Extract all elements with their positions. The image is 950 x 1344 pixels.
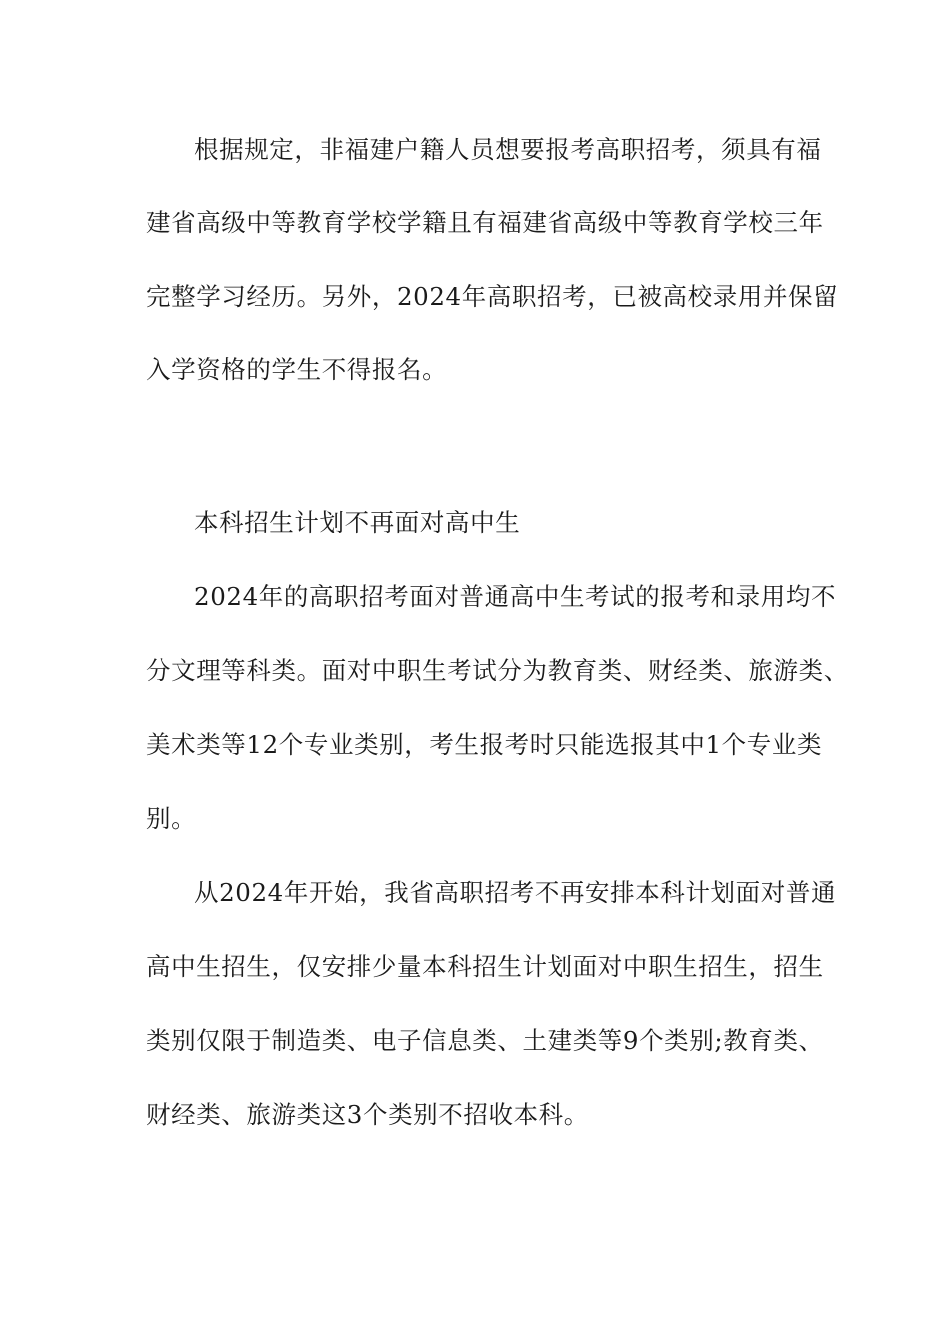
paragraph-1-line-3: 完整学习经历。另外，2024年高职招考，已被高校录用并保留 [146, 282, 839, 311]
paragraph-1-line-1: 根据规定，非福建户籍人员想要报考高职招考，须具有福 [194, 135, 822, 164]
paragraph-2-line-1: 2024年的高职招考面对普通高中生考试的报考和录用均不 [194, 582, 837, 611]
paragraph-2-line-4: 别。 [146, 804, 197, 833]
paragraph-3-line-1: 从2024年开始，我省高职招考不再安排本科计划面对普通 [194, 878, 837, 907]
paragraph-3-line-2: 高中生招生，仅安排少量本科招生计划面对中职生招生，招生 [146, 952, 824, 981]
paragraph-1-line-4: 入学资格的学生不得报名。 [146, 355, 448, 384]
paragraph-3-line-4: 财经类、旅游类这3个类别不招收本科。 [146, 1100, 589, 1129]
paragraph-1-line-2: 建省高级中等教育学校学籍且有福建省高级中等教育学校三年 [146, 208, 824, 237]
paragraph-2-line-2: 分文理等科类。面对中职生考试分为教育类、财经类、旅游类、 [146, 656, 849, 685]
paragraph-2-line-3: 美术类等12个专业类别，考生报考时只能选报其中1个专业类 [146, 730, 823, 759]
paragraph-3-line-3: 类别仅限于制造类、电子信息类、土建类等9个类别;教育类、 [146, 1026, 824, 1055]
section-heading: 本科招生计划不再面对高中生 [194, 508, 521, 537]
